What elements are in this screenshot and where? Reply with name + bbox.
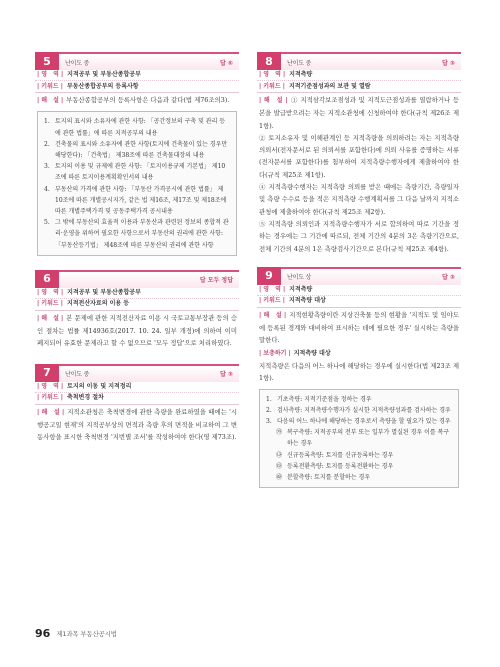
area-row [35,288,239,299]
keyword-tag: | 키워드 | [37,82,63,90]
list-item: 3. 다음의 어느 하나에 해당하는 경우로서 측량을 할 필요가 있는 경우 [266,418,451,426]
question-7-header [35,364,239,382]
answer-label: 답 ③ [220,371,233,379]
keyword-tag: | 키워드 | [259,297,285,305]
keyword-row [257,296,461,307]
question-9-header [257,267,461,285]
question-8-header [257,52,461,70]
area-value: 지적공부 및 부동산종합공부 [67,288,141,296]
right-column [257,52,461,488]
difficulty-label: 난이도 중 [287,59,312,67]
list-item: 1. 기초측량: 지적기준점을 정하는 경우 [266,395,372,403]
question-9-block [257,267,461,488]
area-tag: | 영 역 | [259,285,286,293]
area-row [257,285,461,296]
explain-tag: | 해 설 | [259,311,287,319]
explain-tag: | 해 설 | [37,97,64,104]
question-5-header [35,52,239,70]
area-tag: | 영 역 | [37,71,64,78]
question-number: 5 [35,52,59,70]
sub-item: ㉯ 신규등록측량: 토지를 신규등록하는 경우 [276,451,394,459]
list-item: 2. 건축물의 표시와 소유자에 관한 사항(토지에 건축물이 있는 경우만 해당한다): 「건축법」 제38조에 따른 건축물대장의 내용 [44,140,228,159]
area-row [257,70,461,81]
supplement-tag: | 보충하기 | [259,349,291,357]
explain-line: ① 지적삼각보조점성과 및 지적도근점성과를 열람하거나 등본을 발급받으려는 자는 지적소관청에 신청하여야 한다(규칙 제26조 제1항). [259,96,459,130]
keyword-row [257,81,461,92]
explain-tag: | 해 설 | [259,97,288,104]
question-8-meta [257,70,461,93]
area-row [35,382,239,393]
chapter-title: 제1과목 부동산공시법 [56,630,117,638]
explanation [35,405,239,444]
question-7-meta [35,382,239,405]
question-number: 9 [257,267,281,285]
list-item: 2. 검사측량: 지적측량수행자가 실시한 지적측량성과를 검사하는 경우 [266,406,451,414]
page-number: 96 [35,627,51,640]
question-6-block [35,270,239,350]
explain-text: 부동산종합공부의 등록사항은 다음과 같다(법 제76조의3). [66,96,230,104]
statute-box [259,389,459,489]
explain-tag: | 해 설 | [37,314,64,322]
difficulty-label: 난이도 중 [65,371,90,379]
supplement [259,347,459,360]
list-item: 4. 부동산의 가격에 관한 사항: 「부동산 가격공시에 관한 법률」 제10조에 따른 개별공시지가, 같은 법 제16조, 제17조 및 제18조에 따른 개별주택가격 및 공동주택가격 공시내용 [44,185,227,215]
answer-label: 답 ③ [442,274,455,282]
question-number: 7 [35,364,59,382]
keyword-value: 지적측량 대상 [288,297,326,305]
keyword-row [35,299,239,310]
statute-box [37,111,237,255]
area-tag: | 영 역 | [259,71,286,78]
explain-line: ⑤ 지적측량 의뢰인과 지적측량수행자가 서로 합의하여 따로 기간을 정하는 경우에는 그 기간에 따르되, 전체 기간의 4분의 3은 측량기간으로, 전체 기간의 4분의 1은 측량검사기간으로 본다(규칙 제25조 제4항). [259,219,459,253]
explanation [35,311,239,350]
question-7-block [35,364,239,444]
keyword-value: 지적기준점성과의 보관 및 열람 [288,82,371,90]
question-9-meta [257,285,461,308]
keyword-tag: | 키워드 | [37,300,63,308]
explain-tag: | 해 설 | [37,408,65,416]
area-value: 지적측량 [289,285,313,293]
explanation [257,308,461,385]
keyword-row [35,393,239,404]
explain-text: 지적소관청은 축척변경에 관한 측량을 완료하였을 때에는 '시행공고일 현재'의 지적공부상의 면적과 측량 후의 면적을 비교하여 그 변동사항을 표시한 축척변경 '지번별 조서'를 작성하여야 한다(영 제73조). [37,407,238,442]
explain-line: ④ 지적측량수행자는 지적측량 의뢰를 받은 때에는 측량기간, 측량일자 및 측량 수수료 등을 적은 지적측량 수행계획서를 그 다음 날까지 지적소관청에 제출하여야 한다(규칙 제25조 제2항). [259,183,459,216]
explain-text: 본 문제에 관한 지적전산자료 이용 시 국토교통부장관 등의 승인 절차는 법률 제14936호(2017. 10. 24. 일부 개정)에 의하여 이미 폐지되어 유효한 문제라고 할 수 없으므로 '모두 정답'으로 처리하였다. [37,313,238,348]
keyword-row [35,81,239,92]
supplement-title: 지적측량 대상 [293,349,331,357]
difficulty-label: 난이도 중 [65,59,90,67]
sub-item: ㉰ 등록전환측량: 토지를 등록전환하는 경우 [276,462,394,470]
question-5-block [35,52,239,256]
answer-label: 답 모두 정답 [199,277,233,285]
keyword-value: 부동산종합공부의 등록사항 [66,82,139,90]
page-footer [35,627,117,640]
list-item: 5. 그 밖에 부동산의 효율적 이용과 부동산과 관련된 정보의 종합적 관리·운영을 위하여 필요한 사항으로서 부동산의 권리에 관한 사항: 「부동산등기법」 제48조에 따른 부동산의 권리에 관한 사항 [44,219,229,249]
area-value: 지적공부 및 부동산종합공부 [67,71,141,78]
question-6-meta [35,288,239,311]
question-5-meta [35,70,239,93]
area-tag: | 영 역 | [37,288,64,296]
supplement-text: 지적측량은 다음의 어느 하나에 해당하는 경우에 실시한다(법 제23조 제1항). [259,362,459,383]
question-number: 6 [35,270,59,288]
keyword-tag: | 키워드 | [37,394,63,402]
area-value: 지적측량 [289,71,313,78]
area-tag: | 영 역 | [37,382,64,390]
keyword-value: 지적전산자료의 이용 등 [66,300,130,308]
answer-label: 답 ③ [442,59,455,67]
question-8-block [257,52,461,255]
sub-item: ㉱ 분할측량: 토지를 분할하는 경우 [276,474,371,482]
left-column [35,52,239,444]
explanation [35,93,239,107]
sub-item: ㉮ 복구측량: 지적공부의 전부 또는 일부가 멸실된 경우 이를 복구하는 경우 [276,429,450,448]
area-value: 토지의 이동 및 지적정리 [67,382,132,390]
question-6-header [35,270,239,288]
keyword-tag: | 키워드 | [259,82,285,90]
keyword-value: 축척변경 절차 [66,394,104,402]
explanation [257,93,461,255]
difficulty-label: 난이도 상 [287,274,312,282]
explain-line: ② 토지소유자 및 이해관계인 등 지적측량을 의뢰하려는 자는 지적측량 의뢰서(전자문서로 된 의뢰서를 포함한다)에 의뢰 사유를 증명하는 서류(전자문서를 포함한다)를 첨부하여 지적측량수행자에게 제출하여야 한다(규칙 제25조 제1항). [259,133,459,179]
question-number: 8 [257,52,281,70]
list-item: 3. 토지의 이용 및 규제에 관한 사항: 「토지이용규제 기본법」 제10조에 따른 토지이용계획확인서의 내용 [44,163,226,182]
list-item: 1. 토지의 표시와 소유자에 관한 사항: 「공간정보의 구축 및 관리 등에 관한 법률」에 따른 지적공부의 내용 [44,118,226,137]
answer-label: 답 ⑤ [220,59,233,67]
explain-text: 지적현황측량이란 지상건축물 등의 현황을 '지적도 및 임야도에 등록된 경계와 대비하여 표시하는 데에 필요한 경우' 실시하는 측량을 말한다. [259,310,460,345]
area-row [35,70,239,81]
